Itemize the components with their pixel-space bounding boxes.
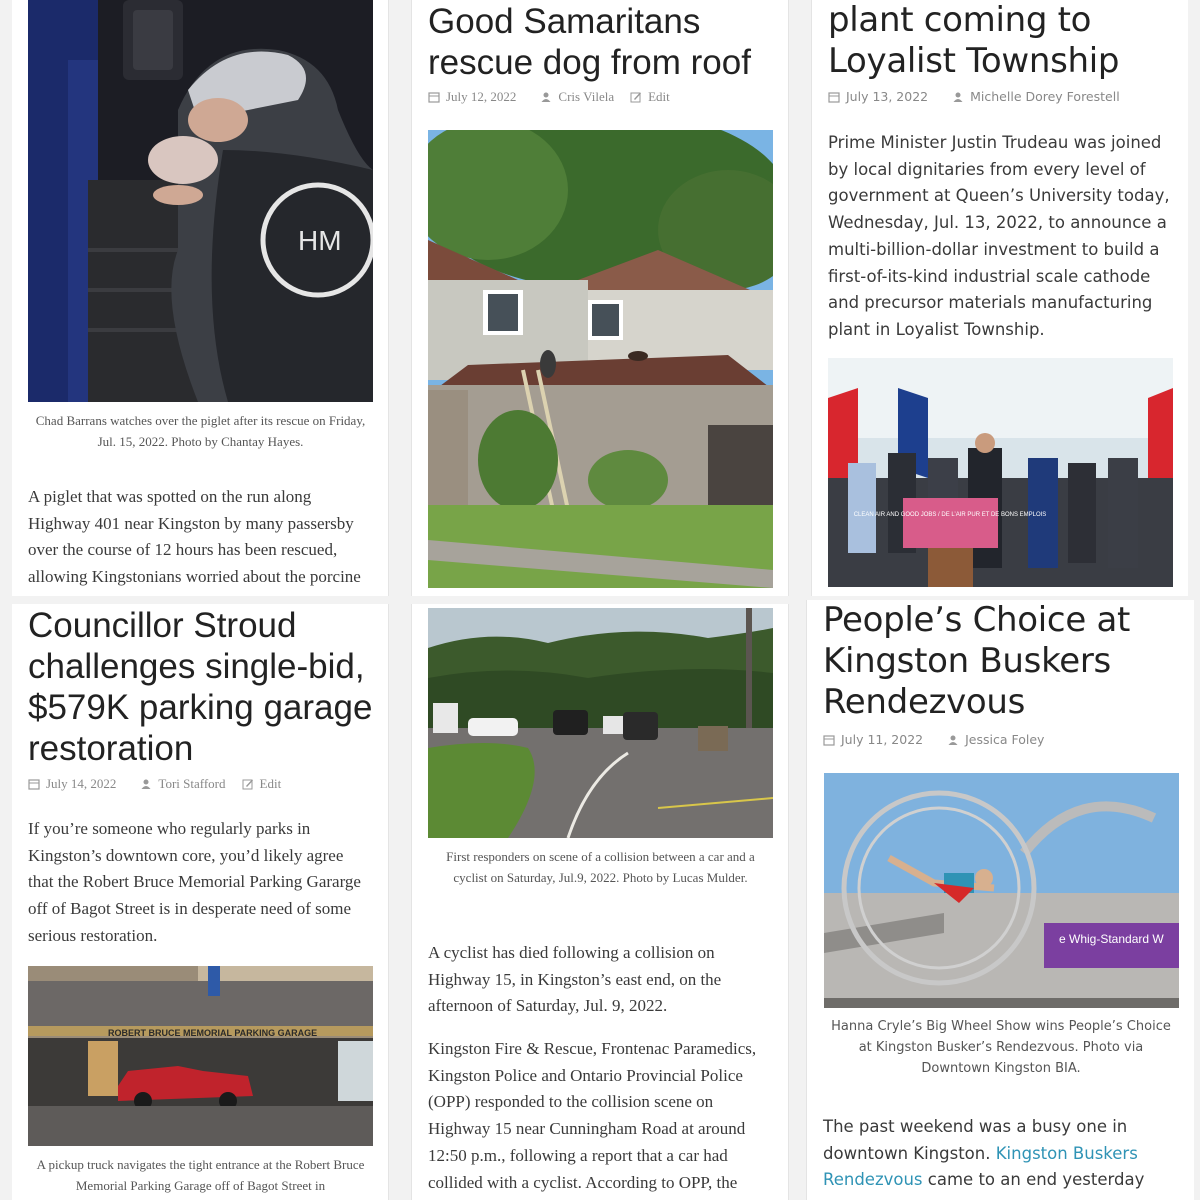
article-date[interactable]: July 13, 2022	[846, 89, 929, 104]
banner-text: e Whig-Standard W	[1059, 932, 1164, 946]
edit-icon	[242, 778, 254, 790]
article-card-buskers	[806, 600, 1194, 1200]
article-card-dog-rescue	[411, 0, 789, 596]
article-card-loyalist-plant	[811, 0, 1188, 596]
user-icon	[540, 91, 552, 103]
piglet-rescue-photo[interactable]	[28, 0, 373, 402]
article-excerpt: A cyclist has died following a collision on Highway 15, in Kingston’s east end, on the afternoon of Saturday, Jul. 9, 2022.	[428, 943, 722, 1016]
article-title[interactable]: People’s Choice at Kingston Buskers Rendezvous	[823, 600, 1131, 722]
edit-link[interactable]: Edit	[259, 776, 282, 791]
parking-photo-caption: A pickup truck navigates the tight entrance at the Robert Bruce Memorial Parking Garage off of Bagot Street in	[36, 1157, 365, 1193]
big-wheel-performer-photo[interactable]	[824, 773, 1179, 1008]
article-meta	[828, 89, 1120, 104]
article-meta	[428, 89, 670, 105]
buskers-photo-caption: Hanna Cryle’s Big Wheel Show wins People’s Choice at Kingston Busker’s Rendezvous. Photo via Downtown Kingston BIA.	[831, 1019, 1171, 1076]
article-meta	[823, 732, 1044, 747]
piglet-photo-caption: Chad Barrans watches over the piglet after its rescue on Friday, Jul. 15, 2022. Photo by Chantay Hayes.	[35, 413, 366, 449]
article-author[interactable]: Tori Stafford	[158, 776, 226, 791]
podium-sign-text: CLEAN AIR AND GOOD JOBS / DE L’AIR PUR ET DE BONS EMPLOIS	[853, 512, 1047, 518]
kingston-buskers-rendezvous-link[interactable]: Kingston Buskers Rendezvous	[823, 1143, 1138, 1190]
calendar-icon	[428, 91, 440, 103]
article-author[interactable]: Cris Vilela	[558, 89, 615, 104]
article-card-cyclist-collision	[411, 604, 789, 1200]
house-roof-photo[interactable]	[428, 130, 773, 588]
calendar-icon	[823, 734, 835, 746]
piglet-excerpt: A piglet that was spotted on the run along Highway 401 near Kingston by many passersby over the course of 12 hours has been rescued, allowing Kingstonians worried about the porcine	[28, 487, 361, 587]
calendar-icon	[28, 778, 40, 790]
article-card-piglet	[12, 0, 389, 596]
article-excerpt-continued: Kingston Fire & Rescue, Frontenac Paramedics, Kingston Police and Ontario Provincial Police (OPP) responded to the collision scene on Highway 15 near Cunningham Road at around 12:50 p.m., following a report that a car had collided with a cyclist. According to OPP, the	[428, 1039, 757, 1192]
press-conference-photo[interactable]	[828, 358, 1173, 587]
article-author[interactable]: Michelle Dorey Forestell	[970, 89, 1120, 104]
highway-collision-photo[interactable]	[428, 608, 773, 838]
edit-icon	[630, 91, 642, 103]
calendar-icon	[828, 91, 840, 103]
user-icon	[947, 734, 959, 746]
article-date[interactable]: July 14, 2022	[46, 776, 117, 791]
article-excerpt: Prime Minister Justin Trudeau was joined by local dignitaries from every level of government at Queen’s University today, Wednesday, Jul. 13, 2022, to announce a multi-billion-dollar investment to build a first-of-its-kind industrial scale cathode and precursor materials manufacturing plant in Loyalist Township.	[828, 133, 1170, 339]
user-icon	[140, 778, 152, 790]
article-date[interactable]: July 12, 2022	[446, 89, 517, 104]
edit-link[interactable]: Edit	[648, 89, 670, 104]
article-title[interactable]: plant coming to Loyalist Township	[828, 0, 1120, 81]
article-title[interactable]: Good Samaritans rescue dog from roof	[428, 2, 751, 82]
article-date[interactable]: July 11, 2022	[841, 732, 924, 747]
user-icon	[952, 91, 964, 103]
article-excerpt	[823, 1114, 1183, 1194]
garage-sign-text: ROBERT BRUCE MEMORIAL PARKING GARAGE	[108, 1028, 318, 1038]
svg-text:HM: HM	[298, 225, 342, 256]
article-title[interactable]: Councillor Stroud challenges single-bid, $579K parking garage restoration	[28, 606, 373, 768]
excerpt-text: The past weekend was a busy one in downtown Kingston.	[823, 1117, 1128, 1163]
article-author[interactable]: Jessica Foley	[965, 732, 1045, 747]
article-meta	[28, 776, 281, 792]
parking-garage-photo[interactable]	[28, 966, 373, 1146]
article-card-parking-garage	[12, 604, 389, 1200]
article-excerpt: If you’re someone who regularly parks in Kingston’s downtown core, you’d likely agree that the Robert Bruce Memorial Parking Gararge off of Bagot Street is in desperate need of some serious restoration.	[28, 819, 361, 945]
cyclist-photo-caption: First responders on scene of a collision between a car and a cyclist on Saturday, Jul.9, 2022. Photo by Lucas Mulder.	[446, 849, 755, 885]
excerpt-text-end: came to an end yesterday	[922, 1170, 1145, 1190]
